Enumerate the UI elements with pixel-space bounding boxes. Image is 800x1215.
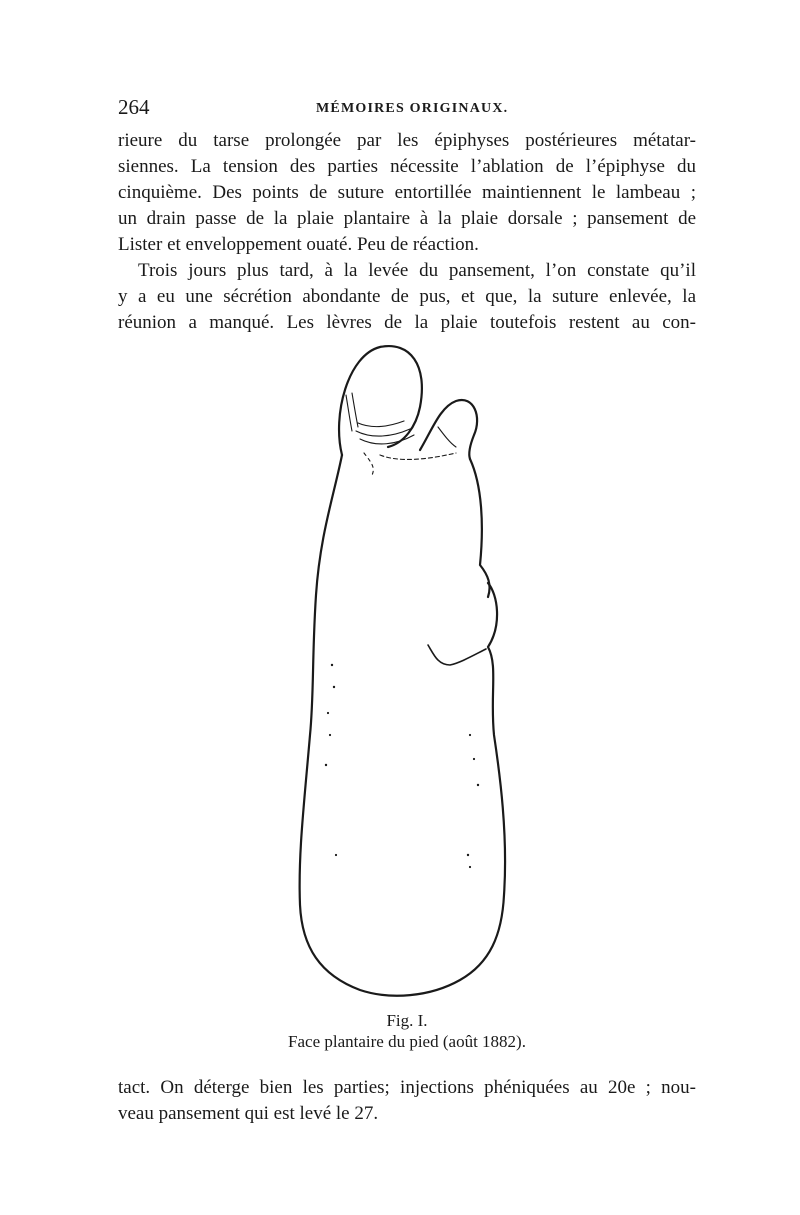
text-line: cinquième. Des points de suture entortillée maintiennent le lambeau ;: [118, 182, 696, 203]
body-text-top: [118, 128, 696, 336]
text-line: siennes. La tension des parties nécessite l’ablation de l’épiphyse du: [118, 156, 696, 177]
foot-sole-illustration: [280, 335, 520, 1015]
text-line: Trois jours plus tard, à la levée du pansement, l’on constate qu’il: [138, 260, 696, 281]
page-number: 264: [118, 95, 150, 119]
text-line: veau pansement qui est levé le 27.: [118, 1103, 379, 1124]
foot-right-outline: [470, 459, 490, 597]
second-toe-outline: [420, 400, 477, 459]
mid-notch: [428, 645, 486, 665]
text-line: rieure du tarse prolongée par les épiphyses postérieures métatar-: [118, 130, 696, 151]
text-line: Lister et enveloppement ouaté. Peu de réaction.: [118, 234, 479, 255]
figure-label: Fig. I.: [386, 1011, 428, 1030]
big-toe-outline: [339, 346, 422, 455]
text-line: un drain passe de la plaie plantaire à la plaie dorsale ; pansement de: [118, 208, 696, 229]
text-line: y a eu une sécrétion abondante de pus, et que, la suture enlevée, la: [118, 286, 696, 307]
body-text-bottom: [118, 1075, 696, 1127]
foot-left-outline: [300, 455, 505, 996]
running-title: MÉMOIRES ORIGINAUX.: [316, 101, 509, 116]
text-line: tact. On déterge bien les parties; injections phéniquées au 20e ; nou-: [118, 1077, 696, 1098]
text-line: réunion a manqué. Les lèvres de la plaie toutefois restent au con-: [118, 312, 696, 333]
running-head: [118, 95, 698, 125]
figure-caption: Face plantaire du pied (août 1882).: [288, 1032, 526, 1051]
